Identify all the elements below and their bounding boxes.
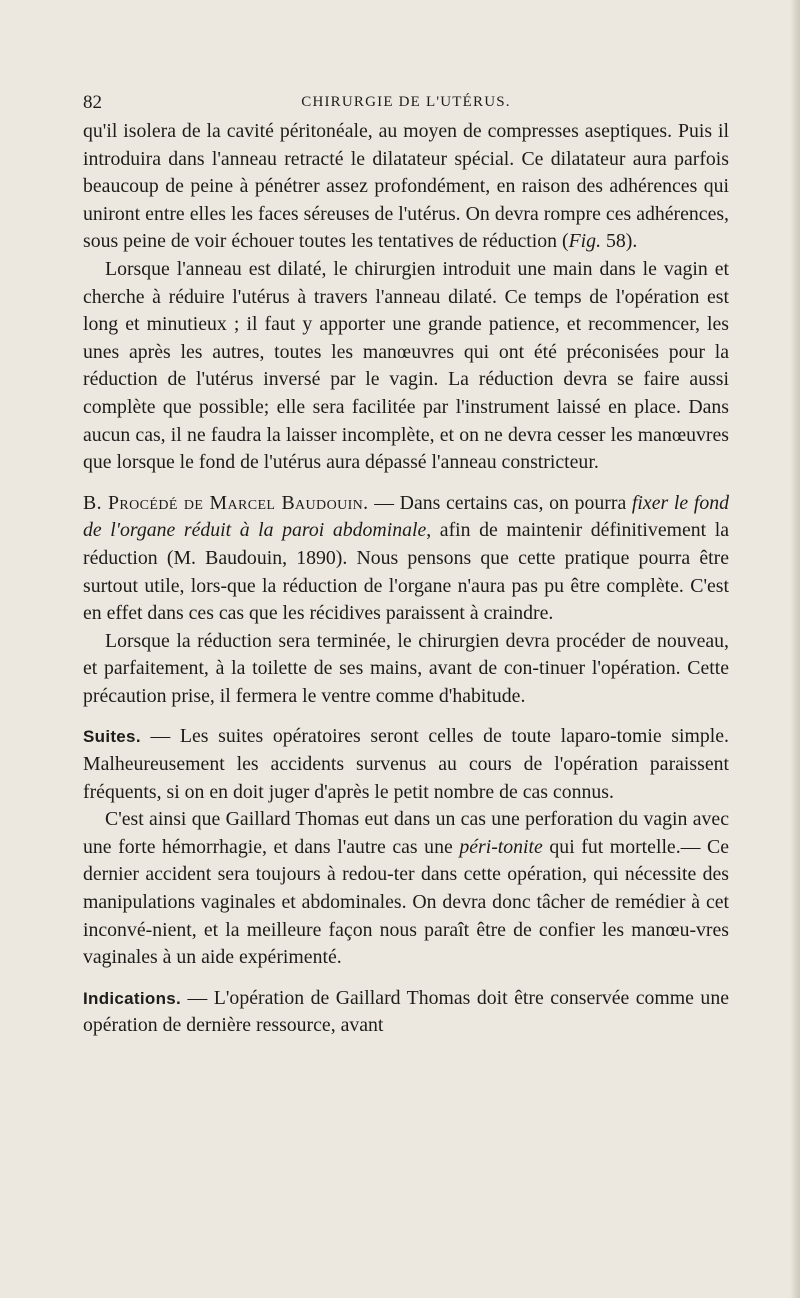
- paragraph-7-text: — L'opération de Gaillard Thomas doit être conservée comme une opération de dernière ressource, avant: [83, 986, 729, 1037]
- figure-ref: Fig.: [568, 230, 602, 253]
- paragraph-2: Lorsque l'anneau est dilaté, le chirurgien introduit une main dans le vagin et cherche à réduire l'utérus à travers l'anneau dilaté. Ce temps de l'opération est long et minutieux ; il faut y apporter une grande patience, et recommencer, les unes après les autres, toutes les manœuvres qui ont été préconisées pour la réduction de l'utérus inversé par le vagin. La réduction devra se faire aussi complète que possible; elle sera facilitée par l'instrument laissé en place. Dans aucun cas, il ne faudra la laisser incomplète, et on ne devra cesser les manœuvres que lorsque le fond de l'utérus aura dépassé l'anneau constricteur.: [83, 257, 729, 474]
- page-header: [83, 92, 729, 114]
- page-edge-shadow: [790, 0, 800, 1298]
- paragraph-7: [83, 985, 729, 1040]
- section-heading-suites: Suites.: [83, 727, 141, 747]
- paragraph-1-end: 58).: [601, 230, 638, 253]
- paragraph-5-text: — Les suites opératoires seront celles de toute laparo-tomie simple. Malheureusement les accidents survenus au cours de l'opération paraissent fréquents, si on en doit juger d'après le petit nombre de cas connus.: [83, 725, 729, 803]
- paragraph-3-italic: fixer le fond de l'organe réduit à la paroi abdominale: [83, 491, 729, 542]
- section-gap: [83, 710, 729, 723]
- paragraph-1-text: qu'il isolera de la cavité péritonéale, au moyen de compresses aseptiques. Puis il introduira dans l'anneau retracté le dilatateur spécial. Ce dilatateur aura parfois beaucoup de peine à pénétrer assez profondément, en raison des adhérences qui uniront entre elles les faces séreuses de l'utérus. On devra rompre ces adhérences, sous peine de voir échouer toutes les tentatives de réduction (: [83, 120, 729, 253]
- paragraph-3-text-a: — Dans certains cas, on pourra: [368, 491, 632, 514]
- paragraph-6: [83, 806, 729, 972]
- paragraph-6-italic: péri-tonite: [459, 835, 543, 858]
- section-gap: [83, 477, 729, 490]
- section-heading-baudouin: B. Procédé de Marcel Baudouin.: [83, 491, 369, 514]
- paragraph-4: Lorsque la réduction sera terminée, le chirurgien devra procéder de nouveau, et parfaitement, à la toilette de ses mains, avant de con-tinuer l'opération. Cette précaution prise, il fermera le ventre comme d'habitude.: [83, 629, 729, 707]
- paragraph-5: [83, 723, 729, 806]
- paragraph-1: [83, 118, 729, 256]
- page-number: 82: [83, 92, 102, 113]
- paragraph-6-text-b: qui fut mortelle.— Ce dernier accident sera toujours à redou-ter dans cette opération, qui nécessite des manipulations vaginales et abdominales. On devra donc tâcher de remédier à cet inconvé-nient, et la meilleure façon nous paraît être de confier les manœu-vres vaginales à un aide expérimenté.: [83, 835, 729, 969]
- page-body: [83, 118, 729, 1040]
- section-heading-indications: Indications.: [83, 988, 182, 1008]
- paragraph-3: [83, 490, 729, 628]
- section-gap: [83, 972, 729, 985]
- running-title: CHIRURGIE DE L'UTÉRUS.: [301, 94, 511, 110]
- paragraph-6-text-a: C'est ainsi que Gaillard Thomas eut dans un cas une perforation du vagin avec une forte hémorrhagie, et dans l'autre cas une: [83, 808, 729, 858]
- paragraph-3-text-b: , afin de maintenir définitivement la réduction (M. Baudouin, 1890). Nous pensons que cette pratique pourra être surtout utile, lors-que la réduction de l'organe n'aura pas pu être complète. C'est en effet dans ces cas que les récidives paraissent à craindre.: [83, 519, 730, 625]
